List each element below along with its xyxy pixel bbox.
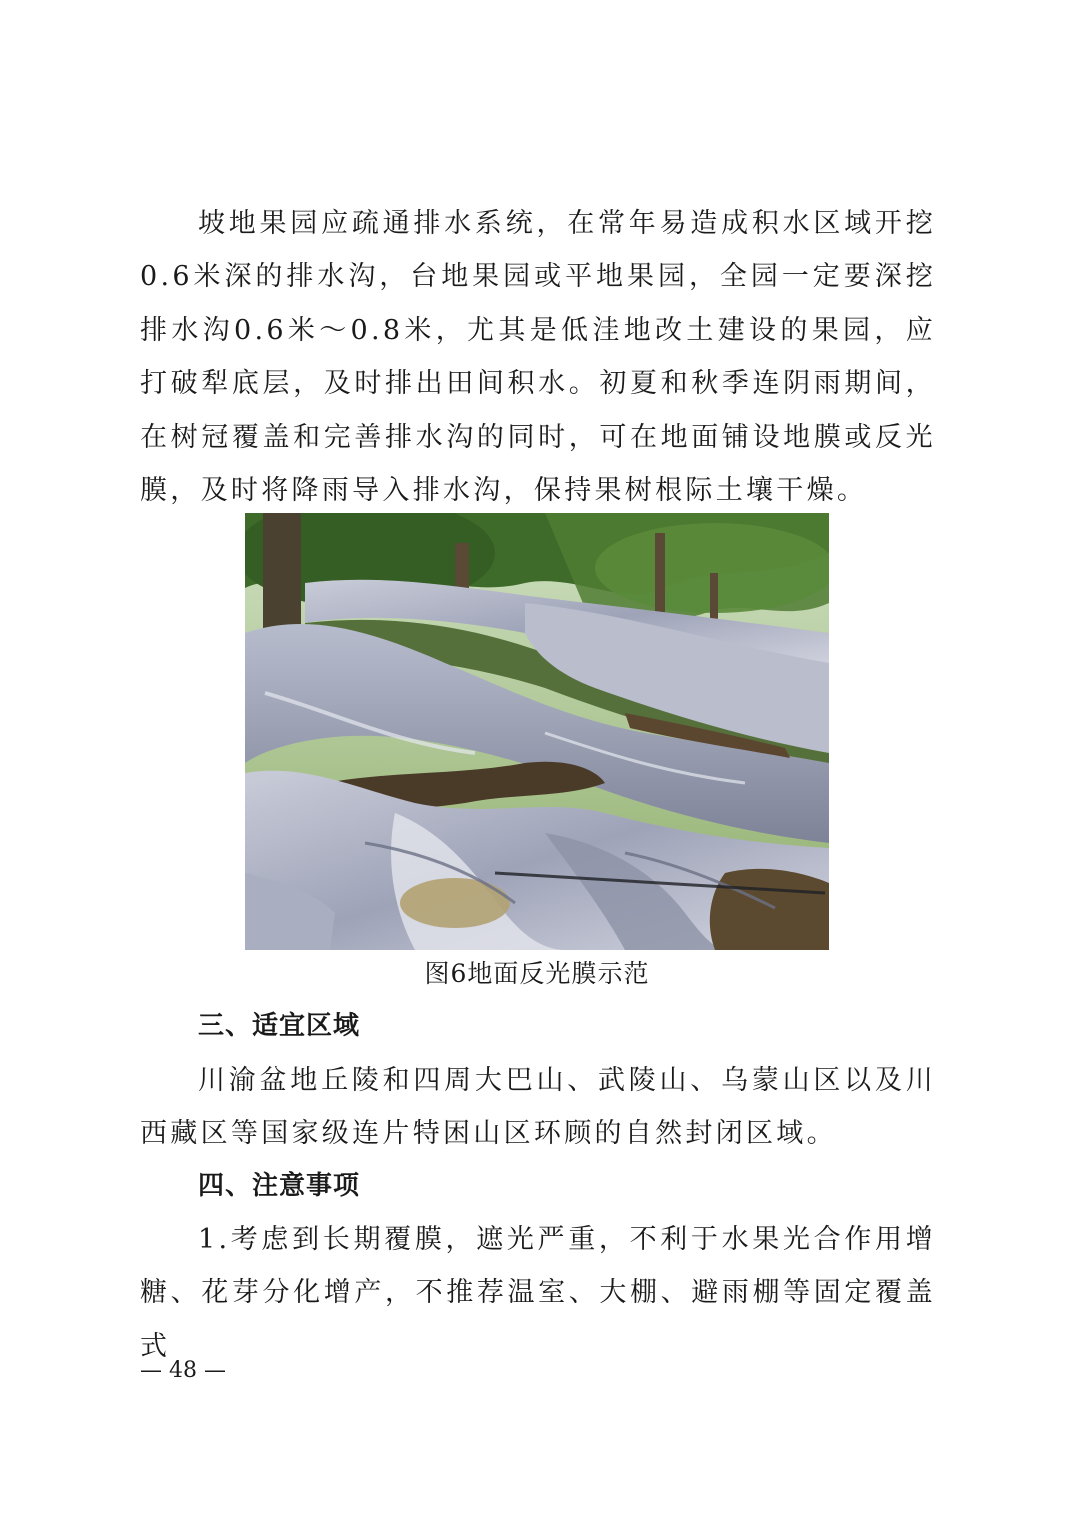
section-heading-suitable-regions: 三、适宜区域 [198,1011,361,1041]
orchard-reflective-film-photo [245,513,829,950]
figure-caption: 图6地面反光膜示范 [424,959,650,988]
page-number: — 48 — [140,1358,226,1383]
body-paragraph-regions: 川渝盆地丘陵和四周大巴山、武陵山、乌蒙山区以及川西藏区等国家级连片特困山区环顾的自然封闭区域。 [140,1065,936,1150]
body-paragraph-precaution-1: 1.考虑到长期覆膜，遮光严重，不利于水果光合作用增糖、花芽分化增产，不推荐温室、大棚、避雨棚等固定覆盖式 [140,1224,936,1362]
body-paragraph-drainage: 坡地果园应疏通排水系统，在常年易造成积水区域开挖0.6米深的排水沟，台地果园或平地果园，全园一定要深挖排水沟0.6米～0.8米，尤其是低洼地改土建设的果园，应打破犁底层，及时排出田间积水。初夏和秋季连阴雨期间，在树冠覆盖和完善排水沟的同时，可在地面铺设地膜或反光膜，及时将降雨导入排水沟，保持果树根际土壤干燥。 [140,208,936,507]
section-heading-precautions: 四、注意事项 [198,1171,361,1201]
